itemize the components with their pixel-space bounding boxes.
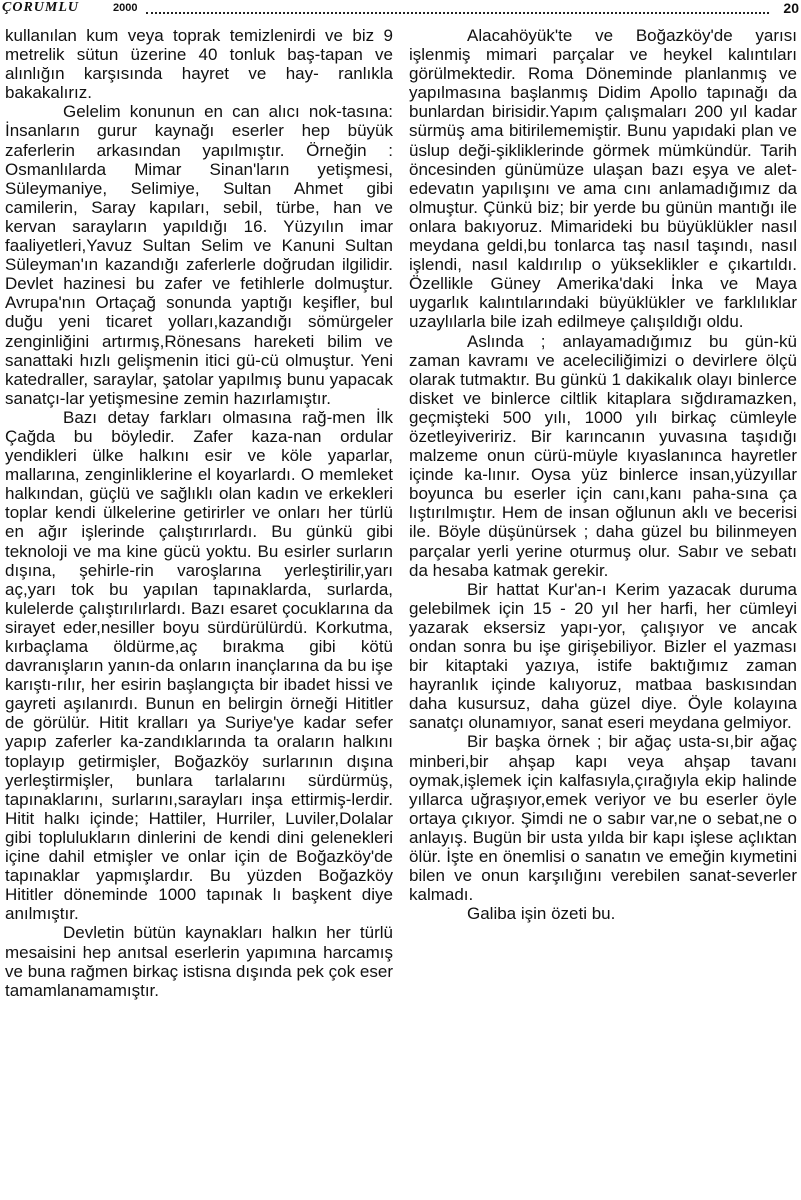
issue-year: 2000 (113, 2, 138, 14)
paragraph: Bir başka örnek ; bir ağaç usta-sı,bir ağaç minberi,bir ahşap kapı veya ahşap tavanı oymak,işlemek için kalfasıyla,çırağıyla ekip halinde yıllarca uğraşıyor,emek veriyor ve bu eserler öyle ortaya çıkıyor. Şimdi ne o sabır var,ne o sebat,ne o anlayış. Bugün bir usta yılda bir kapı işlese açlıktan ölür. İşte en önemlisi o sanatın ve emeğin kıymetini bilen ve onun karşılığını verebilen sanat-severler kalmadı. (409, 732, 797, 905)
right-column (409, 26, 797, 923)
magazine-brand: ÇORUMLU (2, 0, 80, 15)
paragraph: kullanılan kum veya toprak temizlenirdi ve biz 9 metrelik sütun üzerine 40 tonluk baş-tapan ve alınlığın karşısında hayret ve hay- ranlıkla bakakalırız. (5, 26, 393, 103)
page-number: 20 (783, 0, 799, 16)
paragraph: Aslında ; anlayamadığımız bu gün-kü zaman kavramı ve aceleciliğimizi o devirlere ölçü olarak tutmaktır. Bu günkü 1 dakikalık olayı binlerce disket ve binlerce ciltlik kitaplara sığdıramazken, geçmişteki 500 yılı, 1000 yılı birkaç cümleyle özetleyiveririz. Bir karıncanın yuvasına taşıdığı malzeme onun cürü-müyle kıyaslanınca hayretler içinde ka-lınır. Oysa yüz binlerce insan,yüzyıllar boyunca bu eserler için canı,kanı paha-sına ça lıştırılmıştır. Hem de insan oğlunun aklı ve becerisi ile. Böyle düşünürsek ; daha güzel bu bilinmeyen parçalar yerli yerine oturmuş olur. Sabır ve sebatı da hesaba katmak gerekir. (409, 331, 797, 580)
paragraph: Bir hattat Kur'an-ı Kerim yazacak duruma gelebilmek için 15 - 20 yıl her harfi, her cümleyi yazarak eksersiz yapı-yor, çalışıyor ve ancak ondan sonra bu işe girişebiliyor. Bizler el yazması bir kitaptaki yazıya, istife baktığımız zaman hayranlık içinde kalıyoruz, matbaa baskısından daha kusursuz, daha güzel diye. Öyle kolayına sanatçı olunamıyor, sanat eseri meydana gelmiyor. (409, 579, 797, 733)
paragraph: Galiba işin özeti bu. (467, 904, 616, 924)
page-header (0, 0, 801, 24)
paragraph: Devletin bütün kaynakları halkın her türlü mesaisini hep anıtsal eserlerin yapımına harcamış ve buna rağmen birkaç istisna dışında pek çok eser tamamlanamamıştır. (5, 923, 393, 1000)
header-dotted-rule (146, 12, 769, 14)
paragraph: Gelelim konunun en can alıcı nok-tasına: İnsanların gurur kaynağı eserler hep büyük zaferlerin arkasından yapılmıştır. Örneğin : Osmanlılarda Mimar Sinan'ların yetişmesi, Süleymaniye, Selimiye, Sultan Ahmet gibi camilerin, Saray kapıları, sebil, türbe, han ve kervan sarayların yapıldığı 16. Yüzyılın imar faaliyetleri,Yavuz Sultan Selim ve Kanuni Sultan Süleyman'ın kazandığı zaferlerle doğrudan ilgilidir. Devlet hazinesi bu zafer ve fetihlerle dolmuştur. Avrupa'nın Ortaçağ sonunda yaptığı keşifler, bul duğu yeni ticaret yolları,kazandığı sömürgeler zenginliğini artırmış,Rönesans hareketi bilim ve sanattaki hızlı gelişmenin itici gü-cü olmuştur. Yeni katedraller, saraylar, şatolar yapılmış bunu yapacak sanatçı-lar yetişmesine zemin hazırlamıştır. (5, 102, 393, 408)
paragraph: Bazı detay farkları olmasına rağ-men İlk Çağda bu böyledir. Zafer kaza-nan ordular yendikleri ülke halkını esir ve köle yaparlar, mallarına, zenginliklerine el koyarlardı. O memleket halkından, güçlü ve sağlıklı olan kadın ve erkekleri toplar kendi ülkelerine getirirler ve onları her türlü en ağır işlerinde çalıştırırlardı. Bu günkü gibi teknoloji ve ma kine gücü yoktu. Bu esirler surların dışına, şehirle-rin varoşlarına yerleştirilir,yarı aç,yarı tok bu yapılan tapınaklarda, surlarda, kulelerde çalıştırılırlardı. Bazı esaret çocuklarına da sirayet eder,nesiller boyu sürdürülürdü. Korkutma, kırbaçlama öldürme,aç bırakma gibi kötü davranışların yanın-da onların inançlarına da bu işe karıştı-rılır, her esirin başlangıçta bir ibadet hissi ve gayreti aşılanırdı. Bunun en belirgin örneği Hititler de görülür. Hitit kralları ya Suriye'ye kadar sefer yapıp zaferler ka-zandıklarında ta oraların halkını toplayıp getirmişler, Boğazköy surlarının dışına yerleştirmişler, bunlara tarlalarını sürdürmüş, tapınaklarını, surlarını,sarayları inşa ettirmiş-lerdir. Hitit halkı içinde; Hattiler, Hurriler, Luviler,Dolalar gibi toplulukların dinlerini de kendi dini gelenekleri içine dahil etmişler ve onlar için de Boğazköy'de tapınaklar yapmışlardır. Bu yüzden Boğazköy Hititler döneminde 1000 tapınak lı başkent diye anılmıştır. (5, 407, 393, 924)
left-column (5, 26, 393, 1000)
paragraph: Alacahöyük'te ve Boğazköy'de yarısı işlenmiş mimari parçalar ve heykel kalıntıları görülmektedir. Roma Döneminde planlanmış ve yapılmasına başlanmış Didim Apollo tapınağı da bunlardan birisidir.Yapım çalışmaları 200 yıl kadar sürmüş ama bitirilememiştir. Bunu yapıdaki plan ve üslup deği-şikliklerinde görmek mümkündür. Tarih öncesinden günümüze ulaşan bazı eşya ve alet-edevatın yapılışını ve ama cını anlamadığımız da olmuştur. Çünkü biz; bir yerde bu günün mantığı ile onlara bakıyoruz. Mimarideki bu büyüklükler nasıl meydana geldi,bu tonlarca taş nasıl taşındı, nasıl işlendi, nasıl kaldırılıp o yükseklikler e çıkartıldı. Özellikle Güney Amerika'daki İnka ve Maya uygarlık kalıntılarındaki büyüklükler ve farklılıklar uzaylılarla bile izah edilmeye çalışıldığı oldu. (409, 26, 797, 332)
